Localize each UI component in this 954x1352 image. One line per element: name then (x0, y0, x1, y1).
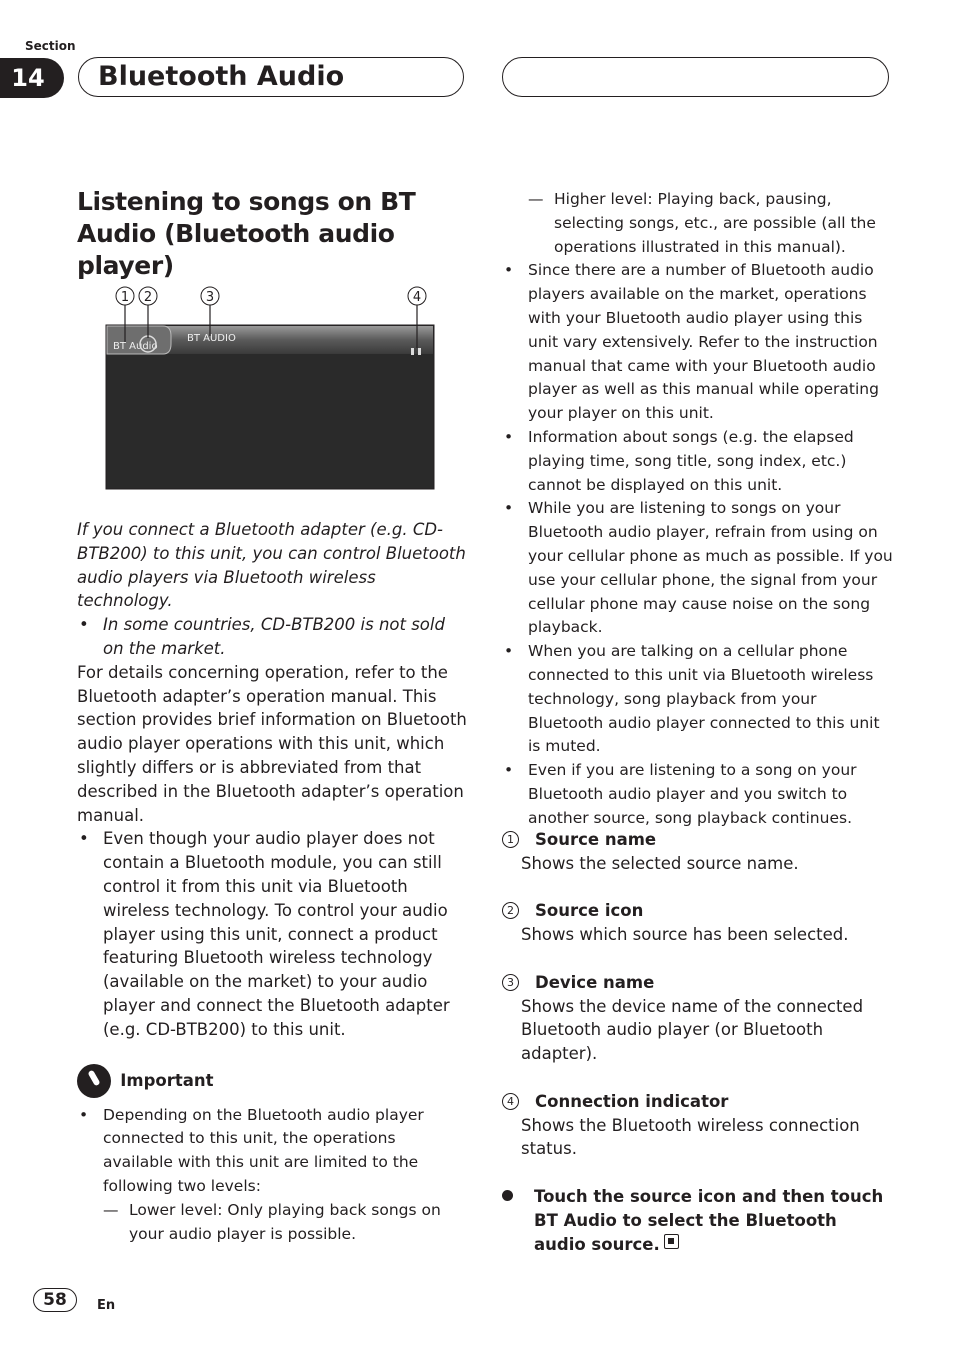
legend-num-2: 2 (502, 902, 519, 919)
note-bullet-4: • When you are talking on a cellular phone connected to this unit via Bluetooth wireless technology, song playback from your Bluetooth audio player connected to this unit is muted. (502, 640, 894, 759)
legend-desc-2: Shows which source has been selected. (521, 925, 849, 945)
legend-num-1: 1 (502, 831, 519, 848)
note-bullet-3: • While you are listening to songs on your Bluetooth audio player, refrain from using on your cellular phone as much as possible. If you use your cellular phone, the signal from your cellular phone may cause noise on the song playback. (502, 497, 894, 640)
legend-num-4: 4 (502, 1093, 519, 1110)
legend-item-2 (502, 899, 894, 947)
step-bullet-icon (502, 1190, 513, 1201)
section-number-badge: 14 (0, 58, 64, 98)
note-bullet-5: • Even if you are listening to a song on your Bluetooth audio player and you switch to another source, song playback continues. (502, 759, 894, 830)
important-bullet: • Depending on the Bluetooth audio player connected to this unit, the operations available with this unit are limited to the following two levels: (77, 1104, 469, 1199)
left-column (77, 518, 469, 1246)
source-name-text: BT Audio (113, 341, 158, 352)
legend-title-3: Device name (535, 972, 655, 992)
connection-indicator-right (418, 348, 421, 355)
legend-title-2: Source icon (535, 901, 644, 921)
details-text: For details concerning operation, refer to the Bluetooth adapter’s operation manual. This section provides brief information on Bluetooth audio player operations with this unit, which slightly differs or is abbreviated from that described in the Bluetooth adapter’s operation manual. (77, 662, 467, 825)
intro-text: If you connect a Bluetooth adapter (e.g. CD-BTB200) to this unit, you can control Bluetooth audio players via Bluetooth wireless technology. (77, 520, 466, 611)
legend-item-3 (502, 971, 894, 1066)
instruction-text: Touch the source icon and then touch BT Audio to select the Bluetooth audio source. (534, 1186, 884, 1254)
legend-title-1: Source name (535, 830, 657, 849)
lower-level-item: — Lower level: Only playing back songs on your audio player is possible. (103, 1199, 469, 1247)
important-heading (77, 1064, 469, 1098)
legend-desc-3: Shows the device name of the connected Bluetooth audio player (or Bluetooth adapter). (521, 996, 864, 1064)
device-name-text: BT AUDIO (187, 333, 236, 344)
legend-item-4 (502, 1090, 894, 1161)
page-title: Listening to songs on BT Audio (Bluetooth audio player) (77, 187, 416, 280)
right-column (502, 188, 894, 831)
note-bullet-1: • Since there are a number of Bluetooth audio players available on the market, operations with your Bluetooth audio player using this unit vary extensively. Refer to the instruction manual that came with your Bluetooth audio player as well as this manual while operating your player on this unit. (502, 259, 894, 426)
legend-num-3: 3 (502, 974, 519, 991)
connection-indicator-left (411, 348, 414, 355)
higher-level-item: — Higher level: Playing back, pausing, selecting songs, etc., are possible (all the operations illustrated in this manual). (528, 188, 894, 259)
header-blank-frame (502, 57, 889, 97)
callout-3: 3 (205, 290, 215, 305)
legend-list (502, 828, 894, 1256)
bt-audio-screen-illustration (105, 284, 435, 492)
callout-1: 1 (120, 290, 130, 305)
callout-2: 2 (143, 290, 153, 305)
section-title: Bluetooth Audio (98, 61, 345, 92)
instruction-step (502, 1185, 894, 1256)
legend-desc-4: Shows the Bluetooth wireless connection status. (521, 1115, 860, 1159)
callout-4: 4 (412, 290, 422, 305)
legend-title-4: Connection indicator (535, 1091, 729, 1111)
end-mark-icon (664, 1234, 679, 1249)
important-label: Important (120, 1070, 214, 1090)
page-number: 58 (33, 1288, 77, 1312)
section-label: Section (25, 39, 76, 53)
important-icon (77, 1064, 111, 1098)
legend-desc-1: Shows the selected source name. (521, 853, 799, 873)
details-bullet: • Even though your audio player does not contain a Bluetooth module, you can still control it from this unit via Bluetooth wireless technology. To control your audio player using this unit, connect a product featuring Bluetooth wireless technology (available on the market) to your audio player and connect the Bluetooth adapter (e.g. CD-BTB200) to this unit. (77, 827, 469, 1041)
screen-svg (105, 284, 435, 492)
legend-item-1 (502, 828, 894, 876)
note-bullet-2: • Information about songs (e.g. the elapsed playing time, song title, song index, etc.) cannot be displayed on this unit. (502, 426, 894, 497)
intro-bullet: • In some countries, CD-BTB200 is not sold on the market. (77, 613, 469, 661)
language-label: En (97, 1298, 116, 1313)
